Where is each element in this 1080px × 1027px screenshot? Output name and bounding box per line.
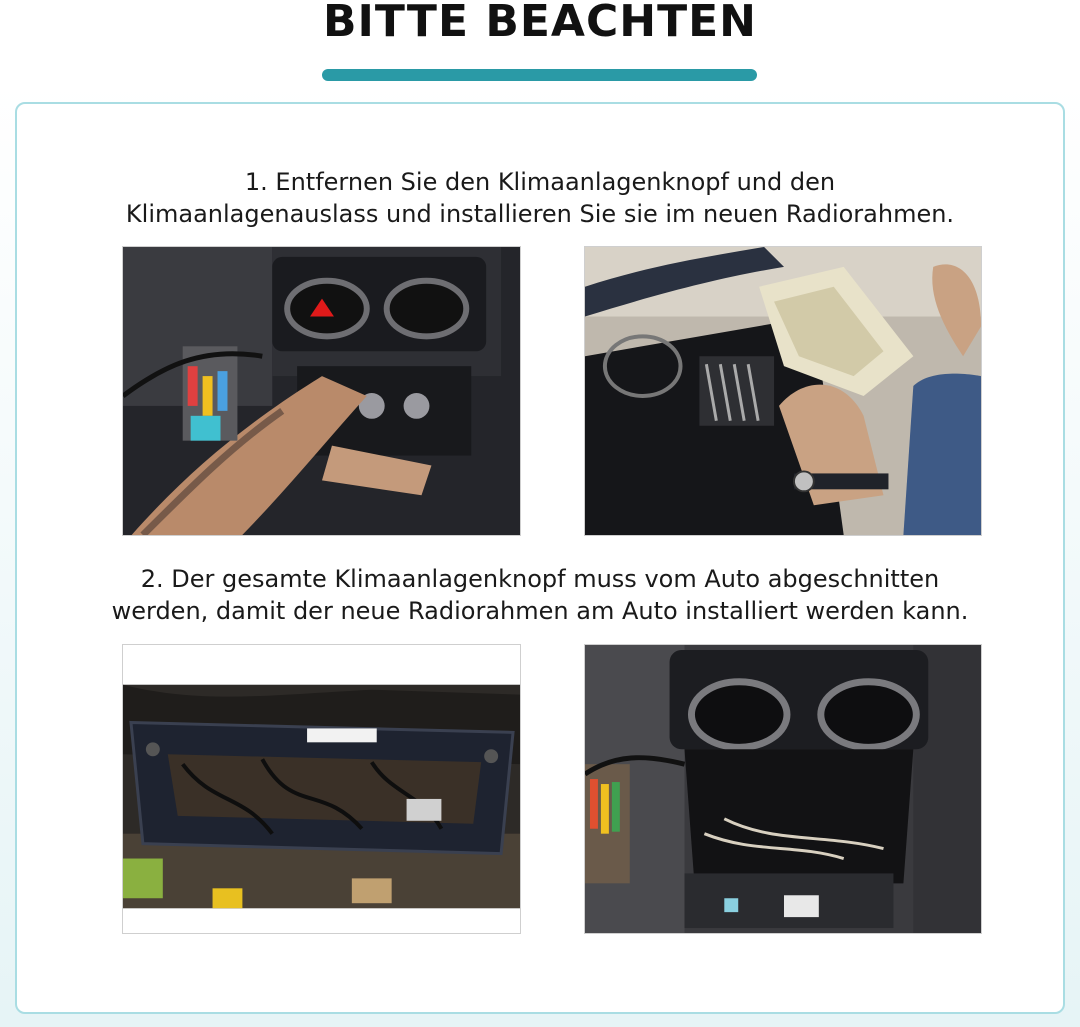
step-1-line-1: 1. Entfernen Sie den Klimaanlagenknopf und den [244, 168, 836, 196]
title-underline [322, 69, 757, 81]
page-title: BITTE BEACHTEN [323, 0, 757, 47]
photo-cut-climate-panel [122, 644, 521, 934]
photo-dashboard-opening [584, 644, 982, 934]
step-2-line-2: werden, damit der neue Radiorahmen am Auto installiert werden kann. [111, 597, 969, 625]
step-2-line-1: 2. Der gesamte Klimaanlagenknopf muss vom Auto abgeschnitten [140, 565, 940, 593]
photo-dashboard-removing-knob [122, 246, 521, 536]
step-1-line-2: Klimaanlagenauslass und installieren Sie sie im neuen Radiorahmen. [125, 200, 955, 228]
step-1-text [0, 166, 1080, 230]
step-2-text [0, 563, 1080, 627]
photo-climate-unit-in-frame [584, 246, 982, 536]
